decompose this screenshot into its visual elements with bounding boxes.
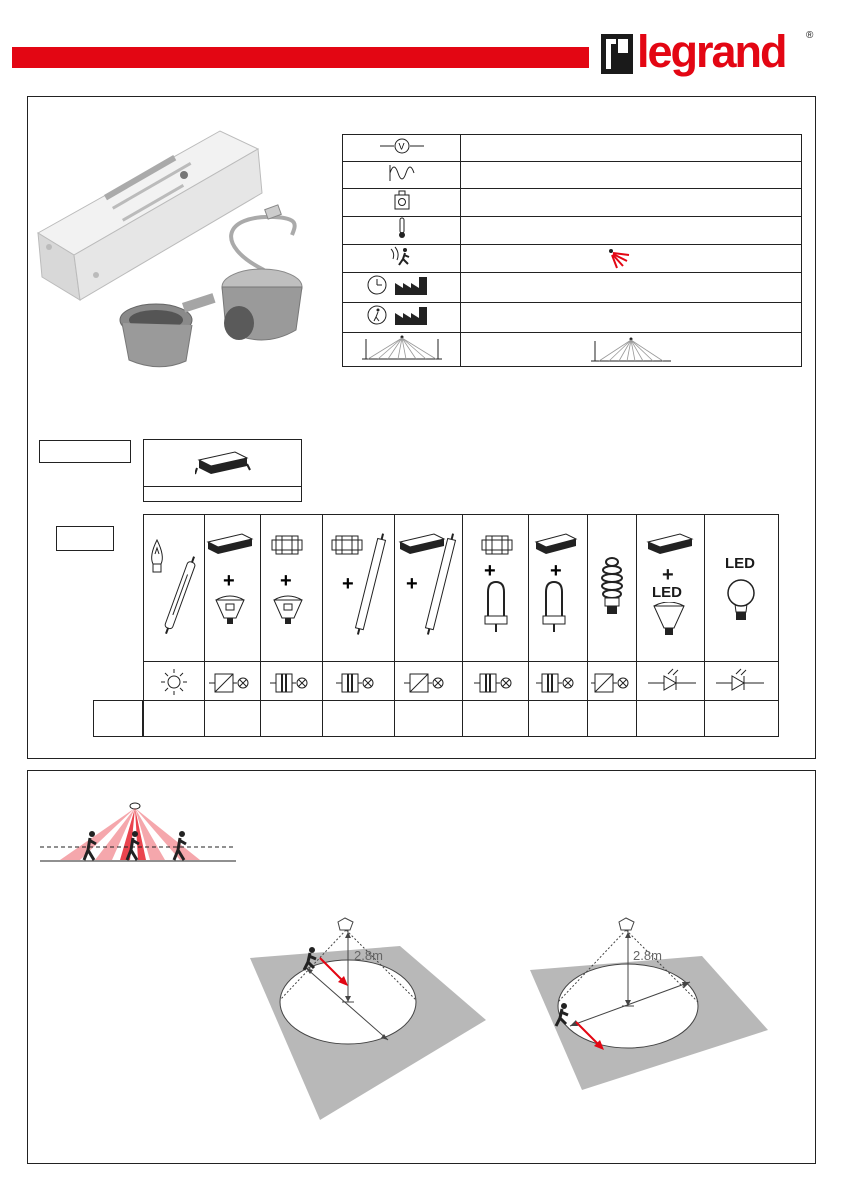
- led-driver-icon: [644, 532, 700, 556]
- driver-compat-divider: [143, 486, 302, 487]
- led-label-1: LED: [652, 584, 682, 601]
- ferro-fluorescent-icon: [326, 532, 392, 636]
- ballast-fluorescent-icon: [398, 532, 460, 636]
- ferro-cfl-symbol-icon: [474, 672, 520, 694]
- svg-text:+: +: [484, 560, 496, 582]
- led-symbol-icon: [648, 668, 696, 692]
- walk-past-diagram: [40, 800, 236, 866]
- transformer-halogen-icon: [268, 532, 316, 630]
- spec-row-pattern: [343, 333, 802, 367]
- voltage-icon: [380, 138, 424, 154]
- time-delay-icon: [367, 273, 437, 297]
- ferro-ballast-symbol-icon: [336, 672, 382, 694]
- svg-text:+: +: [550, 560, 562, 582]
- detection-pattern-2-icon: [591, 335, 671, 363]
- svg-text:V: V: [398, 141, 405, 151]
- svg-text:+: +: [342, 573, 354, 595]
- electronic-ballast-symbol-icon: [404, 672, 452, 694]
- ballast-cfl-icon: [534, 532, 582, 636]
- led-label-2: LED: [725, 555, 755, 572]
- led-symbol-2-icon: [716, 668, 764, 692]
- load-row-label-box: [93, 700, 143, 737]
- brand-name: legrand: [637, 26, 786, 77]
- electronic-transformer-symbol-icon: [209, 672, 257, 694]
- product-photo: [34, 125, 334, 370]
- frequency-icon: [387, 163, 417, 183]
- detection-cone-right: [522, 910, 772, 1125]
- lamp-symbol-icon: [160, 668, 188, 696]
- spec-row-frequency: [343, 162, 802, 189]
- detection-pattern-icon: [362, 333, 442, 361]
- load-label-box: [56, 526, 114, 551]
- led-lamp-icon: [726, 578, 756, 624]
- spec-row-temperature: [343, 217, 802, 245]
- sensitivity-icon: [367, 303, 437, 327]
- led-plus-sign: +: [662, 564, 674, 586]
- led-spot-icon: [652, 602, 686, 638]
- cfl-symbol-icon: [591, 672, 635, 694]
- detection-cone-left: [250, 910, 490, 1125]
- ferro-transformer-symbol-icon: [270, 672, 316, 694]
- ferro-cfl-icon: [478, 532, 518, 636]
- spec-row-sensitivity: [343, 303, 802, 333]
- registered-mark: ®: [806, 30, 814, 41]
- electronic-driver-icon: [195, 450, 251, 480]
- incandescent-icon: [147, 538, 202, 638]
- spec-row-power: [343, 189, 802, 217]
- spec-row-detection: [343, 245, 802, 273]
- svg-text:+: +: [280, 570, 292, 592]
- svg-text:+: +: [406, 573, 418, 595]
- spec-table: [342, 134, 802, 367]
- power-consumption-icon: [392, 189, 412, 211]
- elv-driver-halogen-icon: [206, 532, 256, 630]
- detection-range-red-icon: [607, 247, 631, 269]
- driver-label-box: [39, 440, 131, 463]
- detection-icon: [389, 245, 415, 267]
- header-red-bar: [12, 47, 589, 68]
- svg-text:+: +: [223, 570, 235, 592]
- spec-row-time-delay: [343, 273, 802, 303]
- temperature-icon: [395, 217, 409, 239]
- height-label-left: 2.8m: [354, 948, 383, 963]
- spec-row-voltage: [343, 135, 802, 162]
- legrand-logo-mark-icon: [600, 30, 634, 78]
- height-label-right: 2.8m: [633, 948, 662, 963]
- ballast-cfl-symbol-icon: [536, 672, 582, 694]
- spiral-cfl-icon: [596, 556, 628, 618]
